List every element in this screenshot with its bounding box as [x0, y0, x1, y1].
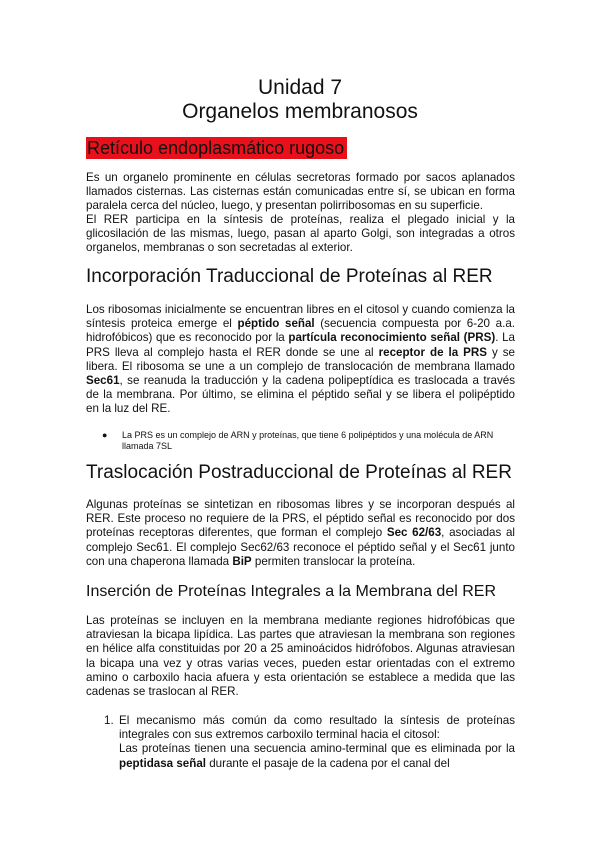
unit-subtitle: Organelos membranosos: [182, 100, 418, 123]
cotranslational-paragraph: Los ribosomas inicialmente se encuentran libres en el citosol y cuando comienza la síntesis proteica emerge el péptido señal (secuencia compuesta por 6-20 a.a. hidrofóbicos) que es reconocido por la partícula reconocimiento señal (PRS). La PRS lleva al complejo hasta el RER donde se une al receptor de la PRS y se libera. El ribosoma se une a un complejo de translocación de membrana llamado Sec61, se reanuda la traducción y la cadena polipeptídica es traslocada a través de la membrana. Por último, se elimina el péptido señal y se libera el polipéptido en la luz del RE.: [86, 303, 515, 416]
list-item-mechanism: El mecanismo más común da como resultado la síntesis de proteínas integrales con sus extremos carboxilo terminal hacia el citosol: Las proteínas tienen una secuencia amino-terminal que es eliminada por la peptidasa señal durante el pasaje de la cadena por el canal del: [119, 714, 515, 770]
rer-function-paragraph: El RER participa en la síntesis de proteínas, realiza el plegado inicial y la glicosilación de las mismas, luego, pasan al aparto Golgi, son integradas a otros organelos, membranas o son secretadas al exterior.: [86, 213, 515, 255]
section-heading-posttranslational: Traslocación Postraduccional de Proteínas al RER: [86, 462, 512, 483]
integral-proteins-paragraph: Las proteínas se incluyen en la membrana mediante regiones hidrofóbicas que atraviesan la bicapa lipídica. Las partes que atraviesan la membrana son regiones en hélice alfa constituidas por 20 a 25 aminoácidos hidrófobos. Algunas atraviesan la bicapa una vez y otras varias veces, pueden estar orientadas con el extremo amino o carboxilo hacia afuera y esta orientación se establece a medida que las cadenas se traslocan al RER.: [86, 614, 515, 699]
rer-description-paragraph: Es un organelo prominente en células secretoras formado por sacos aplanados llamados cisternas. Las cisternas están comunicadas entre sí, se ubican en forma paralela cerca del núcleo, luego, y presentan polirribosomas en su superficie.: [86, 171, 515, 213]
posttranslational-paragraph: Algunas proteínas se sintetizan en ribosomas libres y se incorporan después al RER. Este proceso no requiere de la PRS, el péptido señal es reconocido por dos proteínas receptoras diferentes, que forman el complejo Sec 62/63, asociadas al complejo Sec61. El complejo Sec62/63 reconoce el péptido señal y el Sec61 junto con una chaperona llamada BiP permiten translocar la proteína.: [86, 498, 515, 568]
section-heading-rer: Retículo endoplasmático rugoso: [86, 137, 347, 159]
section-heading-integral-proteins: Inserción de Proteínas Integrales a la Membrana del RER: [86, 583, 496, 600]
list-item-number: 1.: [104, 714, 114, 727]
unit-title: Unidad 7: [257, 76, 343, 99]
mechanism-text: El mecanismo más común da como resultado la síntesis de proteínas integrales con sus extremos carboxilo terminal hacia el citosol:: [119, 714, 515, 742]
section-heading-cotranslational: Incorporación Traduccional de Proteínas al RER: [86, 266, 493, 287]
prs-note-text: La PRS es un complejo de ARN y proteínas, que tiene 6 polipéptidos y una molécula de ARN llamada 7SL: [122, 430, 494, 451]
bullet-icon: ●: [102, 430, 108, 440]
